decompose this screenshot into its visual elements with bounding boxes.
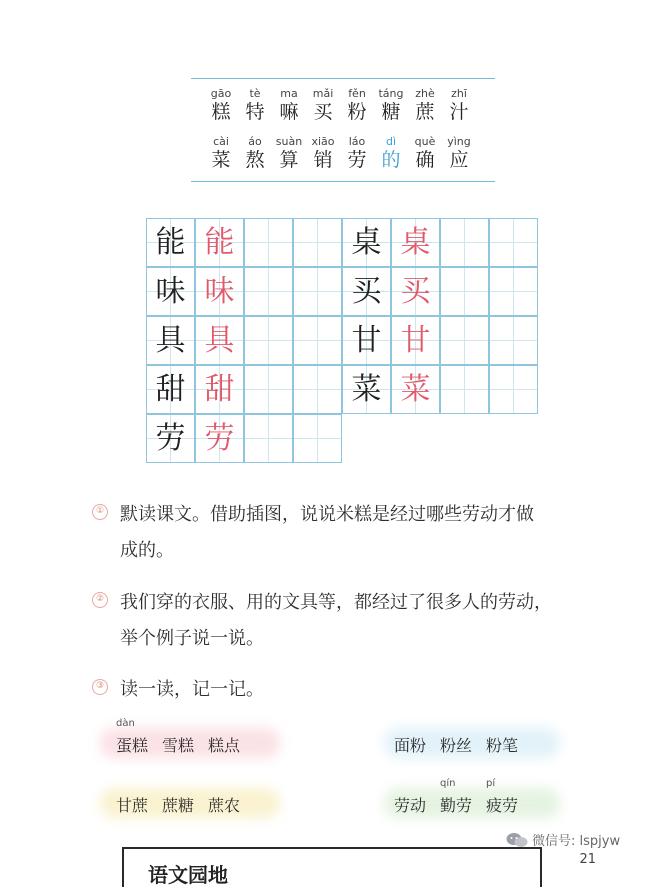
vocab-item: suàn 算	[275, 135, 303, 171]
vocab-item: fěn 粉	[347, 87, 367, 123]
word-line	[116, 718, 241, 756]
word: pí 疲劳	[486, 778, 519, 815]
vocab-item: cài 菜	[211, 135, 231, 171]
vocab-item: ma 嘛	[279, 87, 299, 123]
word-group-2	[380, 724, 570, 764]
question-text: 读一读，记一记。	[120, 679, 264, 700]
word-line	[394, 733, 518, 756]
empty-writing-cell	[244, 218, 293, 267]
vocab-item: yìng 应	[447, 135, 471, 171]
empty-writing-cell	[244, 414, 293, 463]
trace-character: 能	[195, 218, 244, 267]
word: 蔗糖	[162, 796, 195, 815]
trace-character: 劳	[195, 414, 244, 463]
trace-character: 甘	[391, 316, 440, 365]
question-text: 默读课文。借助插图，说说米糕是经过哪些劳动才做 成的。	[120, 504, 534, 561]
word: qín 勤劳	[440, 778, 473, 815]
vocab-row-2	[204, 135, 476, 172]
vocab-item: xiāo 销	[311, 135, 335, 171]
word: 甘蔗	[116, 796, 149, 815]
question-text: 我们穿的衣服、用的文具等，都经过了很多人的劳动， 举个例子说一说。	[120, 592, 552, 649]
vocab-item: láo 劳	[347, 135, 367, 171]
empty-writing-cell	[489, 267, 538, 316]
page-number: 21	[579, 852, 596, 867]
model-character: 买	[342, 267, 391, 316]
empty-writing-cell	[489, 316, 538, 365]
model-character: 能	[146, 218, 195, 267]
vocab-item: mǎi 买	[312, 87, 334, 123]
empty-writing-cell	[293, 414, 342, 463]
watermark-text: 微信号: lspjyw	[532, 834, 621, 849]
trace-character: 味	[195, 267, 244, 316]
vocab-item: què 确	[414, 135, 436, 171]
empty-writing-cell	[489, 365, 538, 414]
word: dàn 蛋糕	[116, 718, 149, 755]
question-3	[92, 672, 612, 708]
question-number-icon: ①	[92, 504, 108, 520]
word-group-1	[100, 718, 290, 764]
empty-writing-cell	[293, 365, 342, 414]
empty-writing-cell	[244, 267, 293, 316]
vocab-item: gāo 糕	[210, 87, 232, 123]
vocab-item: táng 糖	[378, 87, 404, 123]
trace-character: 甜	[195, 365, 244, 414]
empty-writing-cell	[489, 218, 538, 267]
model-character: 劳	[146, 414, 195, 463]
model-character: 甜	[146, 365, 195, 414]
vocab-item-highlight: dì 的	[381, 135, 401, 171]
model-character: 具	[146, 316, 195, 365]
word-line	[394, 778, 519, 816]
vocab-item: áo 熬	[245, 135, 265, 171]
word-group-4	[380, 778, 570, 824]
next-section-box	[122, 847, 542, 887]
vocab-item: zhī 汁	[449, 87, 469, 123]
word-group-3	[100, 784, 290, 824]
model-character: 菜	[342, 365, 391, 414]
trace-character: 桌	[391, 218, 440, 267]
empty-writing-cell	[293, 218, 342, 267]
question-1	[92, 497, 612, 569]
word: 粉笔	[486, 736, 519, 755]
trace-character: 买	[391, 267, 440, 316]
trace-character: 菜	[391, 365, 440, 414]
word: 面粉	[394, 736, 427, 755]
empty-writing-cell	[244, 316, 293, 365]
question-number-icon: ②	[92, 592, 108, 608]
vocabulary-box	[191, 78, 495, 182]
empty-writing-cell	[440, 365, 489, 414]
empty-writing-cell	[440, 267, 489, 316]
word: 劳动	[394, 796, 427, 815]
empty-writing-cell	[440, 218, 489, 267]
empty-writing-cell	[440, 316, 489, 365]
word: 蔗农	[208, 796, 241, 815]
model-character: 甘	[342, 316, 391, 365]
model-character: 味	[146, 267, 195, 316]
word: 粉丝	[440, 736, 473, 755]
word: 雪糕	[162, 736, 195, 755]
empty-writing-cell	[244, 365, 293, 414]
question-number-icon: ③	[92, 679, 108, 695]
empty-writing-cell	[293, 316, 342, 365]
empty-writing-cell	[293, 267, 342, 316]
vocab-row-1	[204, 87, 476, 124]
next-section-title: 语文园地	[148, 863, 228, 887]
model-character: 桌	[342, 218, 391, 267]
question-2	[92, 585, 612, 657]
wechat-icon	[506, 832, 528, 848]
word: 糕点	[208, 736, 241, 755]
trace-character: 具	[195, 316, 244, 365]
word-line	[116, 793, 240, 816]
writing-grid	[146, 218, 541, 466]
vocab-item: zhè 蔗	[415, 87, 435, 123]
vocab-item: tè 特	[245, 87, 265, 123]
